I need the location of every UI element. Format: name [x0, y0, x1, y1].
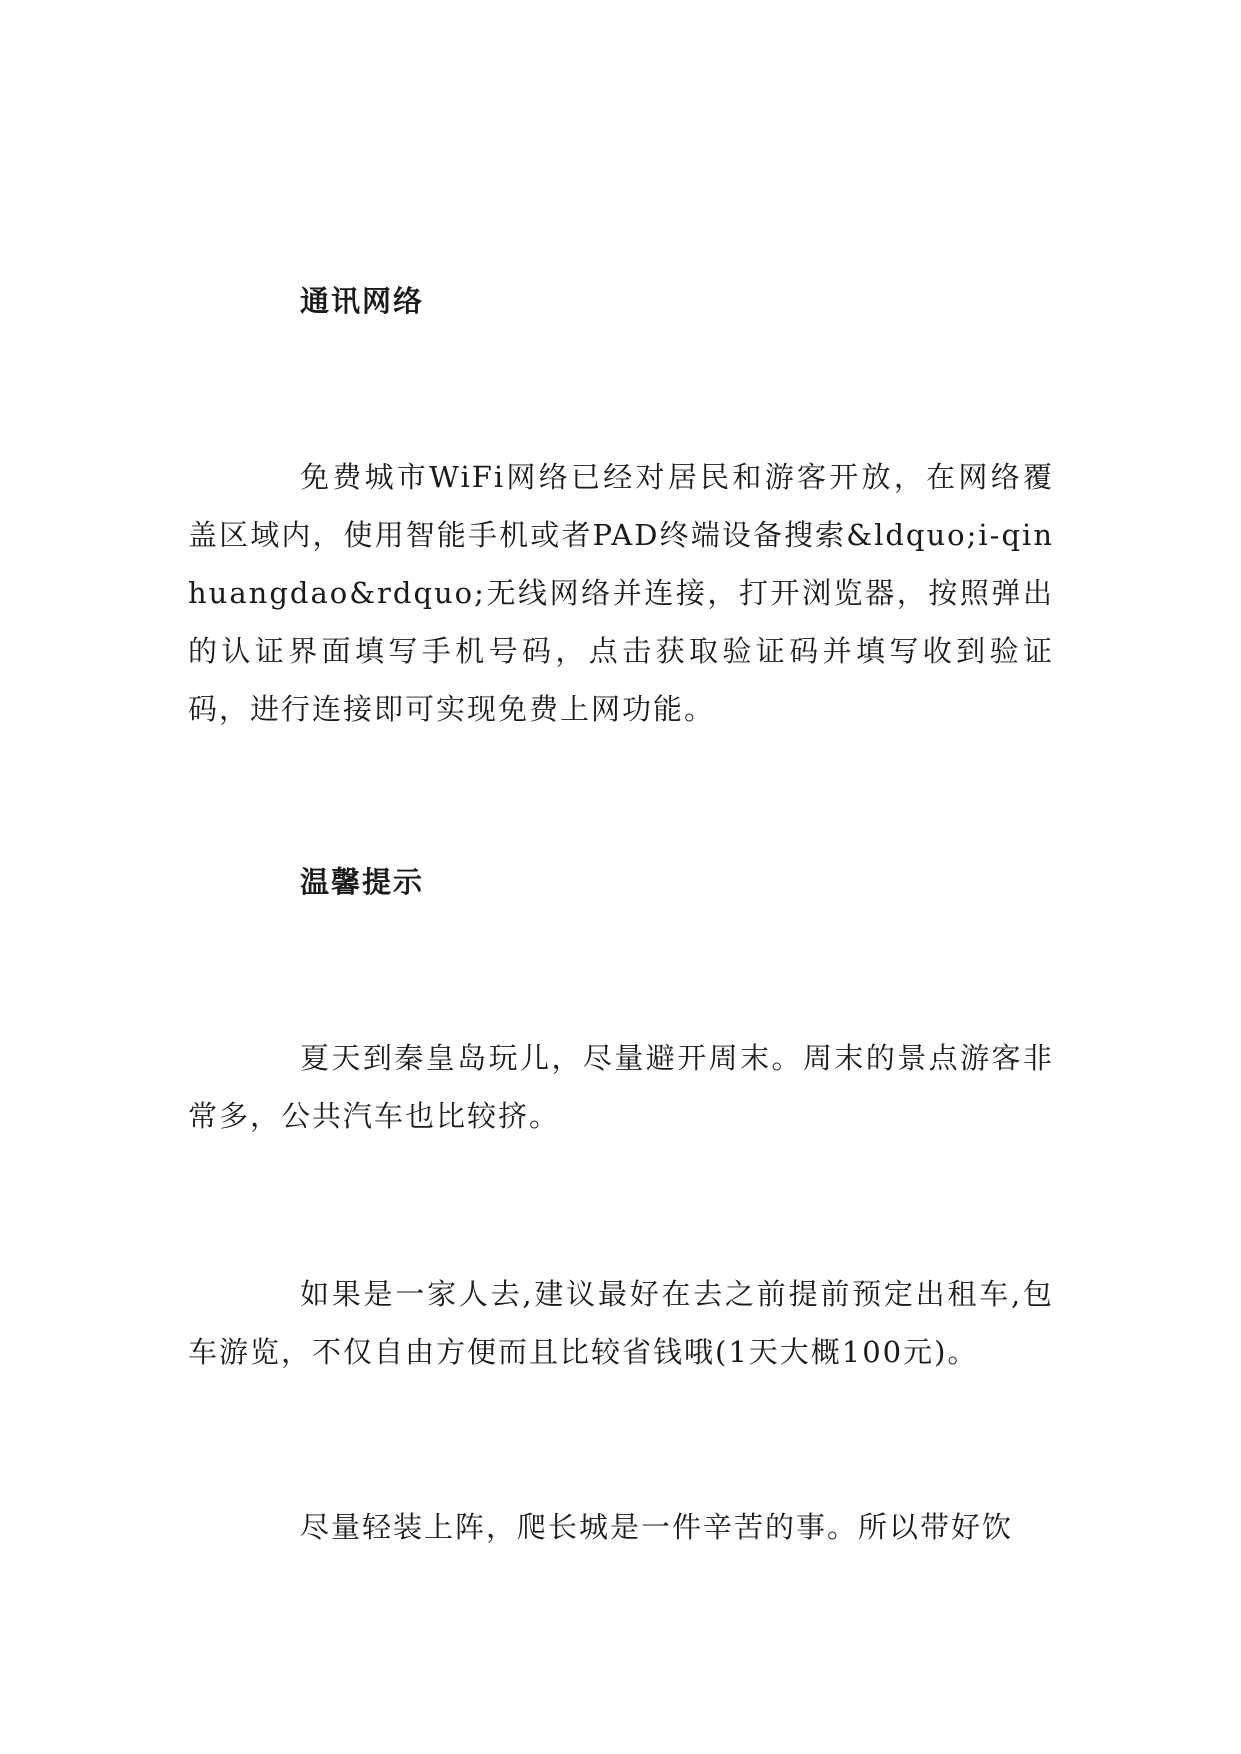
paragraph-tip-taxi: 如果是一家人去,建议最好在去之前提前预定出租车,包车游览，不仅自由方便而且比较省钱哦(1天大概100元)。	[188, 1277, 1054, 1369]
paragraph-wifi: 免费城市WiFi网络已经对居民和游客开放，在网络覆盖区域内，使用智能手机或者PAD终端设备搜索&ldquo;i-qinhuangdao&rdquo;无线网络并连接，打开浏览器，按照弹出的认证界面填写手机号码，点击获取验证码并填写收到验证码，进行连接即可实现免费上网功能。	[188, 460, 1054, 726]
paragraph-tip-light-packing: 尽量轻装上阵，爬长城是一件辛苦的事。所以带好饮	[300, 1510, 1014, 1544]
section-title-network: 通讯网络	[300, 284, 425, 318]
section-title-tips: 温馨提示	[300, 865, 425, 899]
paragraph-tip-weekend: 夏天到秦皇岛玩儿，尽量避开周末。周末的景点游客非常多，公共汽车也比较挤。	[188, 1041, 1054, 1133]
